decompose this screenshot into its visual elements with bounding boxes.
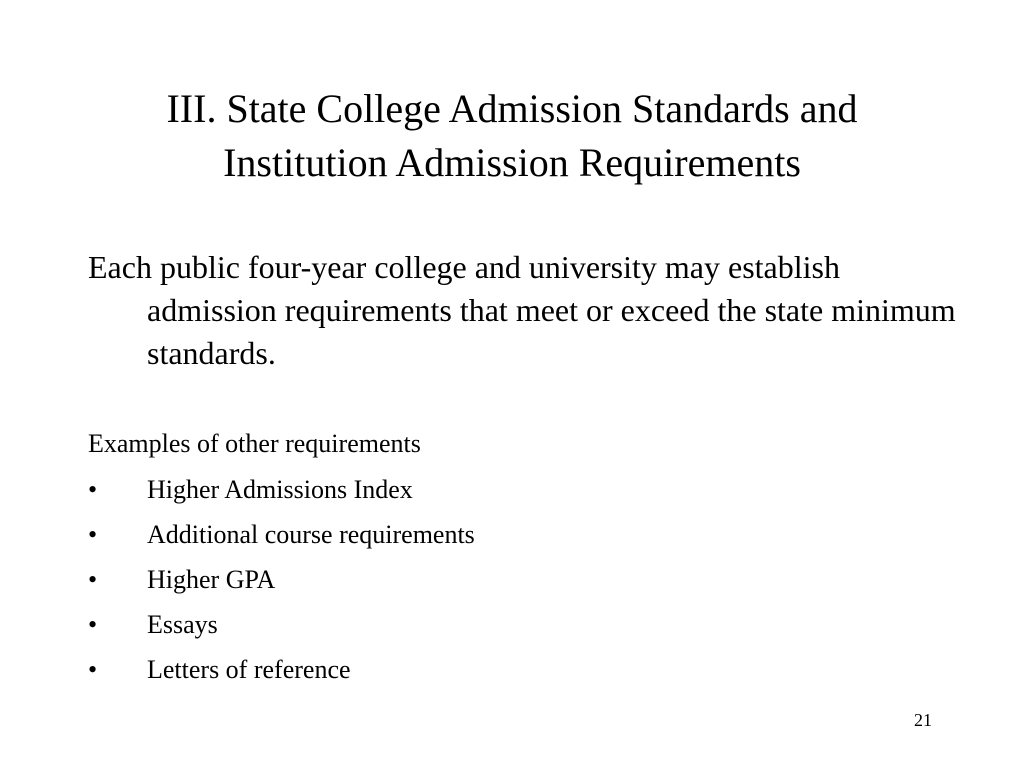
list-item-label: Essays <box>147 610 218 639</box>
page-number: 21 <box>914 710 932 730</box>
bullet-icon: • <box>88 520 98 549</box>
list-item-label: Letters of reference <box>147 655 351 684</box>
bullet-icon: • <box>88 655 98 684</box>
examples-heading: Examples of other requirements <box>88 429 421 458</box>
slide-title-line-2: Institution Admission Requirements <box>223 140 801 185</box>
list-item-label: Higher Admissions Index <box>147 475 413 504</box>
examples-list <box>88 472 475 697</box>
body-paragraph: Each public four-year college and university may establish admission requirements that meet or exceed the state minimum standards. <box>88 249 956 371</box>
list-item <box>88 517 475 562</box>
list-item <box>88 562 475 607</box>
bullet-icon: • <box>88 475 98 504</box>
bullet-icon: • <box>88 565 98 594</box>
list-item-label: Higher GPA <box>147 565 276 594</box>
list-item <box>88 607 475 652</box>
slide-title-line-1: III. State College Admission Standards and <box>166 86 858 131</box>
list-item <box>88 472 475 517</box>
bullet-icon: • <box>88 610 98 639</box>
list-item <box>88 652 475 697</box>
slide-title <box>80 82 944 190</box>
list-item-label: Additional course requirements <box>147 520 475 549</box>
